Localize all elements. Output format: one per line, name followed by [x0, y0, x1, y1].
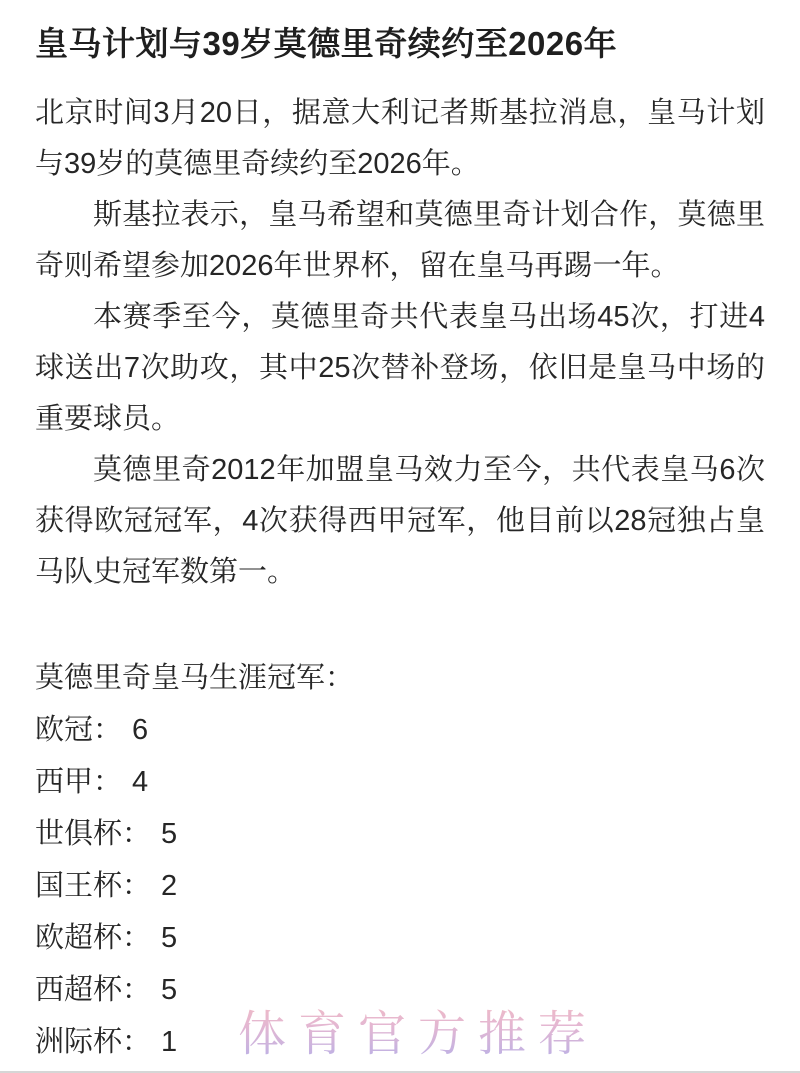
trophy-row-la-liga [35, 756, 765, 808]
trophy-label: 洲际杯 [35, 1026, 123, 1058]
trophy-label: 国王杯 [35, 870, 123, 902]
trophy-list [35, 704, 765, 1068]
trophy-section-heading: 莫德里奇皇马生涯冠军： [35, 662, 355, 694]
trophy-value: 6 [132, 714, 149, 746]
trophy-label: 西超杯 [35, 974, 123, 1006]
trophy-separator: ： [122, 818, 152, 850]
trophy-separator: ： [122, 922, 152, 954]
trophy-row-intercontinental-cup [35, 1016, 765, 1068]
trophy-label: 欧超杯 [35, 922, 123, 954]
article-paragraph-3: 本赛季至今，莫德里奇共代表皇马出场45次，打进4球送出7次助攻，其中25次替补登场，依旧是皇马中场的重要球员。 [35, 301, 765, 435]
trophy-separator: ： [122, 974, 152, 1006]
article-paragraph-1: 北京时间3月20日，据意大利记者斯基拉消息，皇马计划与39岁的莫德里奇续约至2026年。 [35, 97, 765, 180]
trophy-value: 5 [161, 922, 178, 954]
trophy-value: 5 [161, 974, 178, 1006]
trophy-row-copa-del-rey [35, 860, 765, 912]
trophy-value: 4 [132, 766, 149, 798]
article-title: 皇马计划与39岁莫德里奇续约至2026年 [35, 25, 618, 62]
trophy-value: 1 [161, 1026, 178, 1058]
trophy-row-spanish-super-cup [35, 964, 765, 1016]
trophy-separator: ： [122, 1026, 152, 1058]
trophy-value: 5 [161, 818, 178, 850]
trophy-label: 欧冠 [35, 714, 94, 746]
trophy-separator: ： [122, 870, 152, 902]
trophy-separator: ： [93, 714, 123, 746]
trophy-value: 2 [161, 870, 178, 902]
trophy-row-uefa-super-cup [35, 912, 765, 964]
trophy-row-champions-league [35, 704, 765, 756]
trophy-label: 世俱杯 [35, 818, 123, 850]
promo-watermark: 体育官方推荐 [238, 995, 598, 1064]
article-paragraph-4: 莫德里奇2012年加盟皇马效力至今，共代表皇马6次获得欧冠冠军，4次获得西甲冠军，他目前以28冠独占皇马队史冠军数第一。 [35, 454, 765, 588]
trophy-row-club-world-cup [35, 808, 765, 860]
trophy-label: 西甲 [35, 766, 94, 798]
trophy-separator: ： [93, 766, 123, 798]
article-paragraph-2: 斯基拉表示，皇马希望和莫德里奇计划合作，莫德里奇则希望参加2026年世界杯，留在皇马再踢一年。 [35, 199, 765, 282]
